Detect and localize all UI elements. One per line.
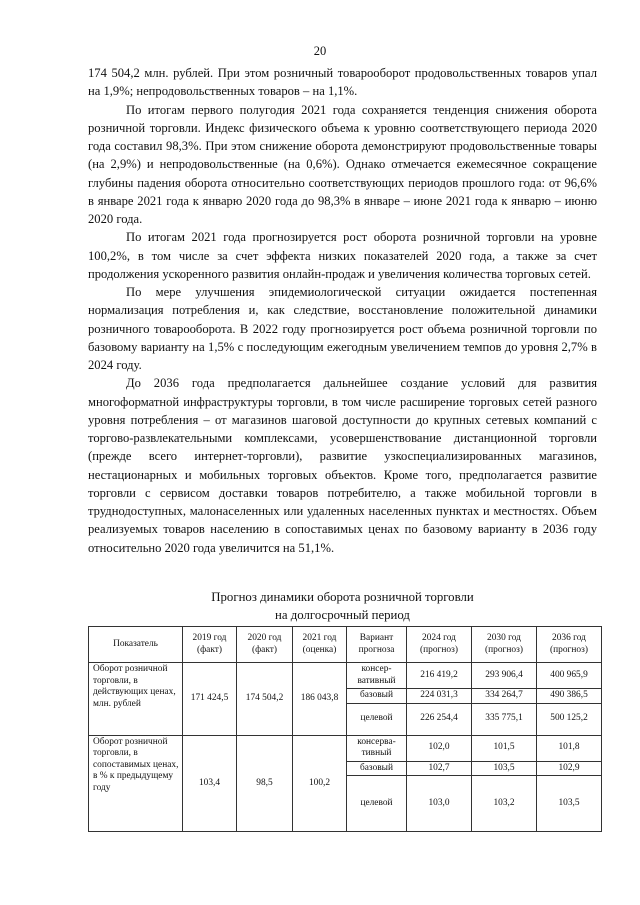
row1-base-2036: 490 386,5	[537, 689, 602, 704]
row2-variant-base: базовый	[347, 761, 407, 776]
table-title-line-2: на долгосрочный период	[275, 608, 410, 622]
row1-target-2030: 335 775,1	[472, 703, 537, 735]
row2-conservative-2036: 101,8	[537, 735, 602, 761]
row2-base-2030: 103,5	[472, 761, 537, 776]
row2-variant-target: целевой	[347, 776, 407, 832]
row2-base-2036: 102,9	[537, 761, 602, 776]
header-2019: 2019 год (факт)	[183, 627, 237, 663]
row2-indicator: Оборот розничной торговли, в сопоставимых ценах, в % к предыдущему году	[89, 735, 183, 832]
row1-2019: 171 424,5	[183, 663, 237, 736]
body-text	[88, 64, 597, 557]
paragraph-2: По итогам первого полугодия 2021 года сохраняется тенденция снижения оборота розничной торговли. Индекс физического объема к уровню соответствующего периода 2020 года составил 98,3%. При этом снижение оборота демонстрируют продовольственные товары (на 2,9%) и непродовольственные (на 0,6%). Однако отмечается ежемесячное сокращение глубины падения оборота относительно соответствующих периодов прошлого года: от 96,6% в январе 2021 года к январю 2020 года до 98,3% в январе – июне 2021 года к январю – июню 2020 года.	[88, 102, 597, 226]
row2-conservative-2024: 102,0	[407, 735, 472, 761]
row1-conservative-2036: 400 965,9	[537, 663, 602, 689]
row1-variant-target: целевой	[347, 703, 407, 735]
row2-conservative-2030: 101,5	[472, 735, 537, 761]
header-indicator: Показатель	[89, 627, 183, 663]
row1-variant-base: базовый	[347, 689, 407, 704]
header-2024: 2024 год (прогноз)	[407, 627, 472, 663]
row1-2020: 174 504,2	[237, 663, 293, 736]
row2-2021: 100,2	[293, 735, 347, 832]
header-2021: 2021 год (оценка)	[293, 627, 347, 663]
paragraph-4: По мере улучшения эпидемиологической ситуации ожидается постепенная нормализация потребления и, как следствие, восстановление положительной динамики розничного товарооборота. В 2022 году прогнозируется рост объема розничной торговли по базовому варианту на 1,5% с последующим ежегодным увеличением темпов до уровня 2,7% в 2024 году.	[88, 285, 597, 372]
row1-base-2030: 334 264,7	[472, 689, 537, 704]
table-row	[89, 663, 602, 689]
row1-variant-conservative: консер-вативный	[347, 663, 407, 689]
row1-base-2024: 224 031,3	[407, 689, 472, 704]
row1-target-2024: 226 254,4	[407, 703, 472, 735]
table-header-row	[89, 627, 602, 663]
row1-conservative-2024: 216 419,2	[407, 663, 472, 689]
row1-indicator: Оборот розничной торговли, в действующих ценах, млн. рублей	[89, 663, 183, 736]
row2-variant-conservative: консерва-тивный	[347, 735, 407, 761]
page-number: 20	[313, 44, 327, 58]
forecast-table	[88, 626, 602, 832]
row2-base-2024: 102,7	[407, 761, 472, 776]
row2-target-2036: 103,5	[537, 776, 602, 832]
table-row	[89, 735, 602, 761]
row2-2020: 98,5	[237, 735, 293, 832]
row2-target-2030: 103,2	[472, 776, 537, 832]
paragraph-1: 174 504,2 млн. рублей. При этом розничный товарооборот продовольственных товаров упал на 1,9%; непродовольственных товаров – на 1,1%.	[88, 66, 597, 99]
paragraph-3: По итогам 2021 года прогнозируется рост оборота розничной торговли на уровне 100,2%, в том числе за счет эффекта низких показателей 2020 года, а также за счет продолжения ускоренного развития онлайн-продаж и увеличения количества торговых сетей.	[88, 230, 597, 281]
row2-target-2024: 103,0	[407, 776, 472, 832]
row1-2021: 186 043,8	[293, 663, 347, 736]
table-title	[88, 588, 597, 624]
row1-target-2036: 500 125,2	[537, 703, 602, 735]
header-variant: Вариант прогноза	[347, 627, 407, 663]
paragraph-5: До 2036 года предполагается дальнейшее создание условий для развития многоформатной инфраструктуры торговли, в том числе расширение торговых сетей разного уровня потребления – от магазинов шаговой доступности до крупных сетевых компаний с торгово-развлекательными комплексами, усовершенствование дистанционной торговли (прежде всего интернет-торговли), развитие узкоспециализированных магазинов, нестационарных и мобильных торговых объектов. Кроме того, предполагается развитие торговли с сервисом доставки товаров потребителю, а также мобильной торговли в труднодоступных, малонаселенных или удаленных населенных пунктах и местностях. Объем реализуемых товаров населению в сопоставимых ценах по базовому варианту в 2036 году относительно 2020 года увеличится на 51,1%.	[88, 376, 597, 555]
header-2020: 2020 год (факт)	[237, 627, 293, 663]
header-2030: 2030 год (прогноз)	[472, 627, 537, 663]
header-2036: 2036 год (прогноз)	[537, 627, 602, 663]
table-title-line-1: Прогноз динамики оборота розничной торговли	[211, 590, 474, 604]
row2-2019: 103,4	[183, 735, 237, 832]
row1-conservative-2030: 293 906,4	[472, 663, 537, 689]
